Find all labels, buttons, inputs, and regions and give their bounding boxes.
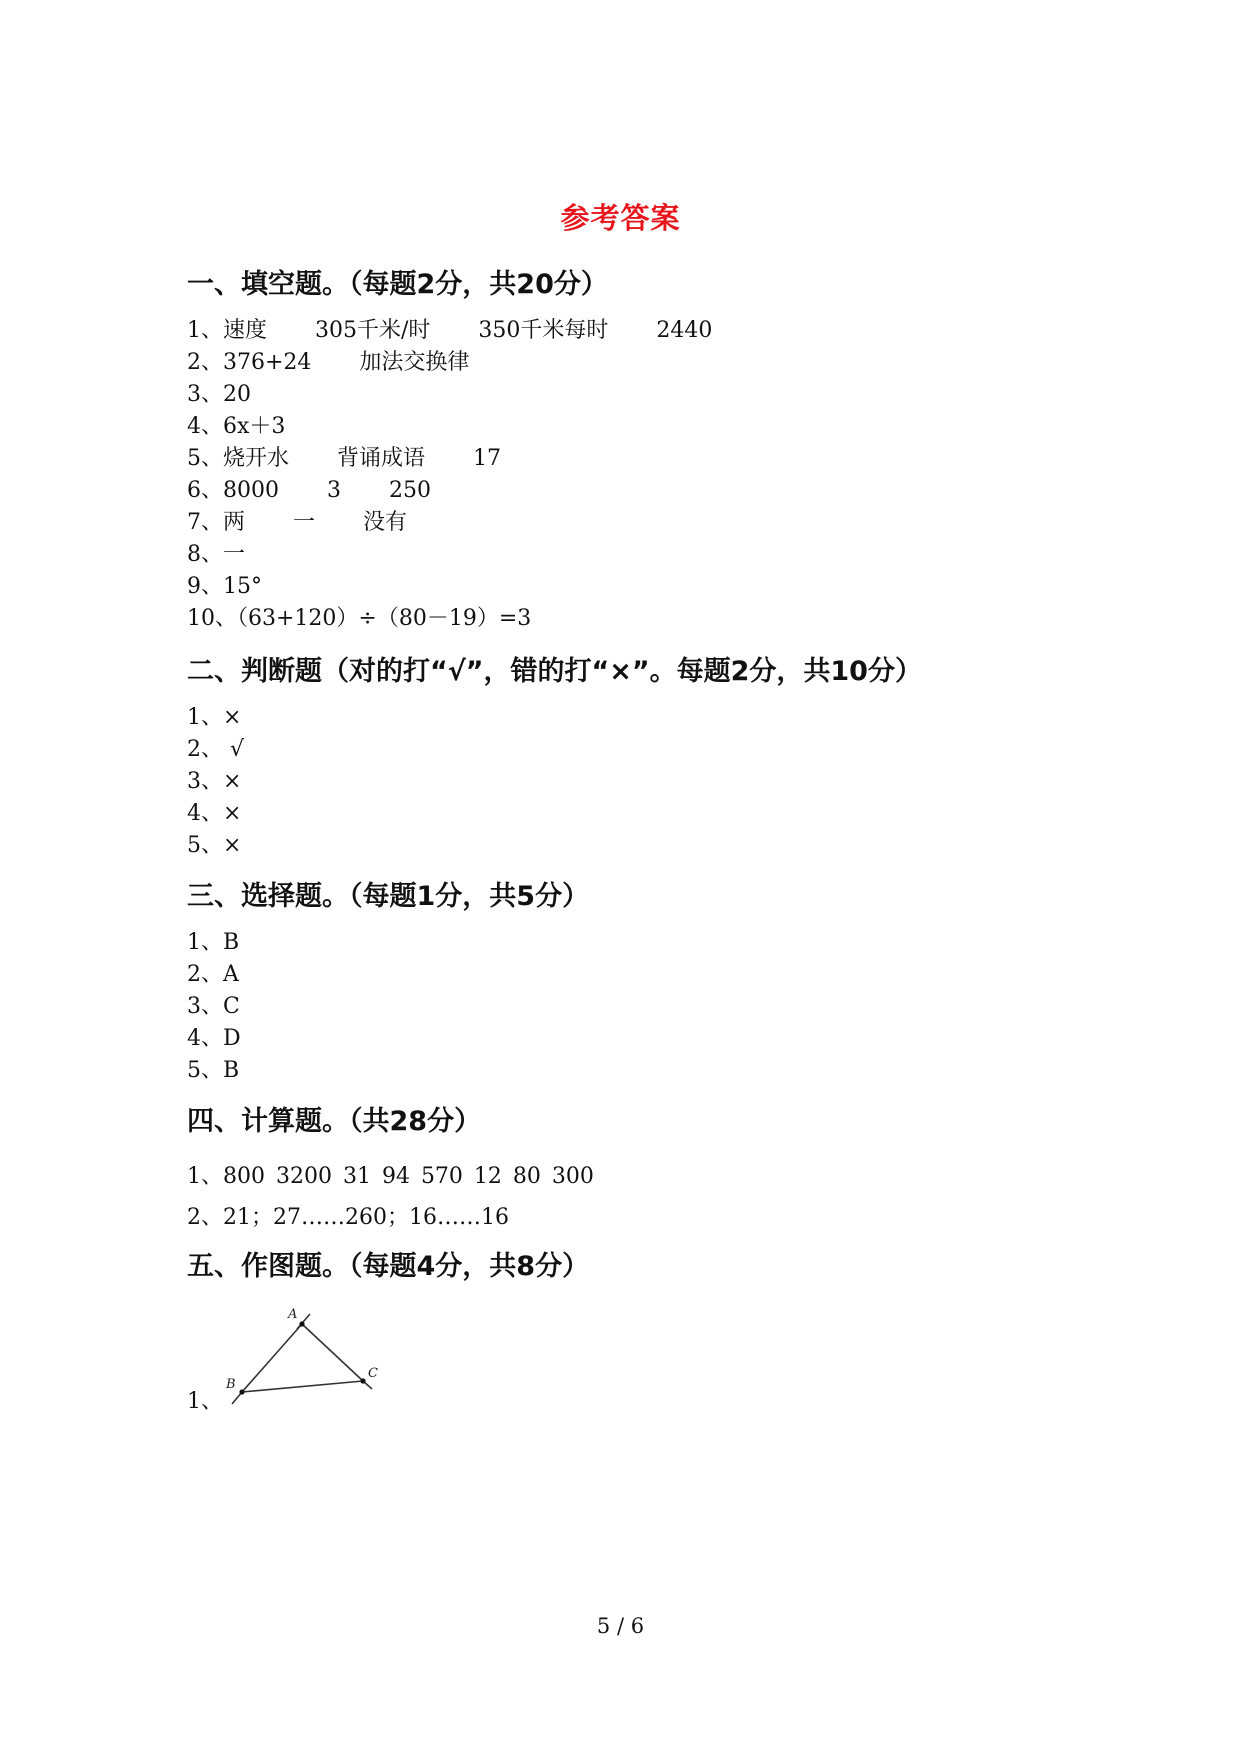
answer-line: 1、B xyxy=(187,930,240,955)
answer-text: 3 xyxy=(327,478,341,503)
answer-line: 1、× xyxy=(187,705,242,730)
vertex-c-dot xyxy=(360,1378,365,1383)
answer-line xyxy=(187,377,251,408)
answer-line xyxy=(187,473,431,504)
answer-text: 7、两 xyxy=(187,510,245,535)
answer-text: 一 xyxy=(293,510,316,535)
section-heading-calculation: 四、计算题。（共28分） xyxy=(187,1106,482,1137)
page-title: 参考答案 xyxy=(560,201,681,235)
section-heading-drawing: 五、作图题。（每题4分，共8分） xyxy=(187,1251,590,1282)
section-heading-true-false: 二、判断题（对的打“√”，错的打“×”。每题2分，共10分） xyxy=(187,656,922,687)
answer-line xyxy=(187,313,712,344)
answer-line xyxy=(187,345,469,376)
answer-text: 9、15° xyxy=(187,574,262,599)
answer-line: 2、A xyxy=(187,962,239,987)
answer-line: 3、C xyxy=(187,994,240,1019)
answer-line: 1、 xyxy=(187,1389,223,1414)
answer-line xyxy=(187,537,245,568)
answer-text: 350千米每时 xyxy=(478,318,609,343)
vertex-label-c: C xyxy=(368,1366,378,1381)
answer-text: 3、20 xyxy=(187,382,251,407)
vertex-a-dot xyxy=(299,1321,304,1326)
answer-line xyxy=(187,505,407,536)
answer-text: 250 xyxy=(389,478,431,503)
answer-text: 305千米/时 xyxy=(315,318,431,343)
vertex-b-dot xyxy=(239,1389,244,1394)
triangle-side-bc xyxy=(242,1381,363,1392)
answer-text: 4、6x＋3 xyxy=(187,414,286,439)
answer-text: 2、376+24 xyxy=(187,350,312,375)
answer-text: 10、（63+120）÷（80－19）=3 xyxy=(187,606,532,631)
section-heading-multiple-choice: 三、选择题。（每题1分，共5分） xyxy=(187,881,590,912)
answer-line xyxy=(187,409,285,440)
page-number: 5 / 6 xyxy=(596,1614,645,1638)
answer-line: 3、× xyxy=(187,769,242,794)
answer-line xyxy=(187,441,501,472)
triangle-figure xyxy=(220,1300,390,1410)
answer-text: 6、8000 xyxy=(187,478,279,503)
triangle-side-ac xyxy=(302,1324,363,1381)
vertex-label-b: B xyxy=(226,1377,236,1392)
answer-line: 4、D xyxy=(187,1026,241,1051)
answer-line: 2、 √ xyxy=(187,737,245,762)
section-heading-fill-blank: 一、填空题。（每题2分，共20分） xyxy=(187,269,608,300)
answer-text: 1、速度 xyxy=(187,318,267,343)
answer-text: 加法交换律 xyxy=(359,350,470,375)
answer-text: 没有 xyxy=(363,510,408,535)
answer-line xyxy=(187,569,262,600)
answer-text: 17 xyxy=(473,446,502,471)
answer-line: 1、800 3200 31 94 570 12 80 300 xyxy=(187,1164,594,1189)
answer-text: 背诵成语 xyxy=(337,446,426,471)
answer-text: 5、烧开水 xyxy=(187,446,289,471)
triangle-extension-a xyxy=(297,1314,310,1329)
answer-line: 5、B xyxy=(187,1058,240,1083)
answer-line: 5、× xyxy=(187,833,242,858)
answer-text: 8、一 xyxy=(187,542,245,567)
vertex-label-a: A xyxy=(288,1307,298,1322)
answer-text: 2440 xyxy=(656,318,713,343)
answer-line: 4、× xyxy=(187,801,242,826)
triangle-side-ab xyxy=(242,1324,302,1392)
answer-line: 2、21；27……260；16……16 xyxy=(187,1205,509,1230)
answer-line xyxy=(187,601,531,632)
